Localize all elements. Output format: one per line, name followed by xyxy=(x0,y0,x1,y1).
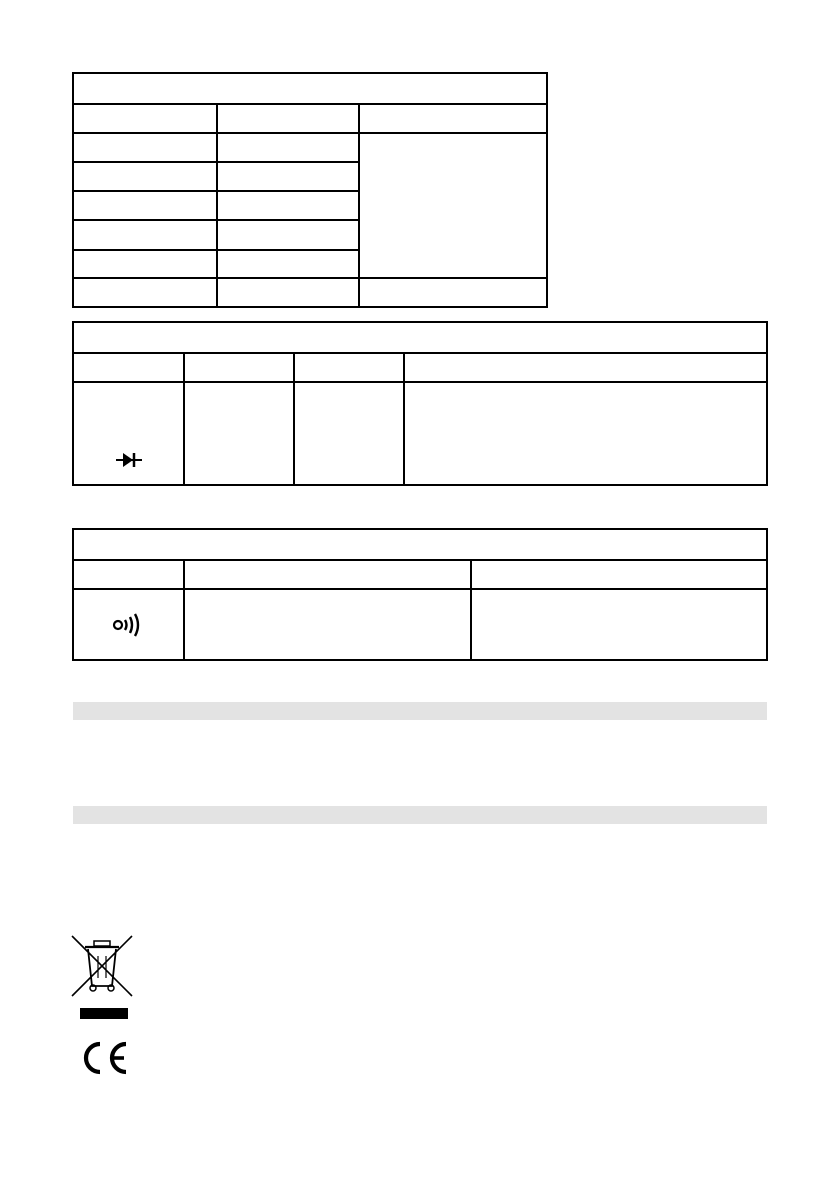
section-header-bar-1 xyxy=(73,702,767,720)
table1-last-col3 xyxy=(358,279,546,306)
table1-header-col2 xyxy=(216,105,358,132)
section-header-bar-2 xyxy=(73,806,767,824)
table2-header-row xyxy=(74,352,766,381)
table2-body-col3 xyxy=(293,383,403,484)
diode-icon xyxy=(116,452,142,468)
table2-body-col1 xyxy=(74,383,183,484)
table3-body-col3 xyxy=(470,590,766,659)
table2-body-col4 xyxy=(403,383,766,484)
table2-body-col2 xyxy=(183,383,293,484)
table1-body-col1 xyxy=(74,134,216,277)
table1-merged-cell xyxy=(358,134,546,277)
table3-header-row xyxy=(74,559,766,588)
table2-body-row xyxy=(74,381,766,484)
table3-body-col1 xyxy=(74,590,183,659)
table1-last-col1 xyxy=(74,279,216,306)
table1-body-col2 xyxy=(216,134,358,277)
table3-header-col3 xyxy=(470,561,766,588)
table2-header-col3 xyxy=(293,354,403,381)
table3-body-row xyxy=(74,588,766,659)
table3-header-col2 xyxy=(183,561,470,588)
table1-title-row xyxy=(74,74,546,103)
weee-underline-bar xyxy=(80,1008,128,1019)
table1-last-col2 xyxy=(216,279,358,306)
table1-header-col3 xyxy=(358,105,546,132)
continuity-table xyxy=(72,528,768,661)
table1-header-col1 xyxy=(74,105,216,132)
table1-last-row xyxy=(74,277,546,306)
spec-table-1 xyxy=(72,72,548,308)
diode-table xyxy=(72,321,768,486)
table2-title-row xyxy=(74,323,766,352)
table2-header-col4 xyxy=(403,354,766,381)
table3-header-col1 xyxy=(74,561,183,588)
table1-body xyxy=(74,132,546,277)
crossed-bin-icon xyxy=(70,934,134,998)
table2-header-col2 xyxy=(183,354,293,381)
table2-header-col1 xyxy=(74,354,183,381)
table3-title-row xyxy=(74,530,766,559)
table1-header-row xyxy=(74,103,546,132)
ce-mark-icon xyxy=(78,1041,130,1075)
continuity-buzzer-icon xyxy=(112,612,146,638)
table3-body-col2 xyxy=(183,590,470,659)
